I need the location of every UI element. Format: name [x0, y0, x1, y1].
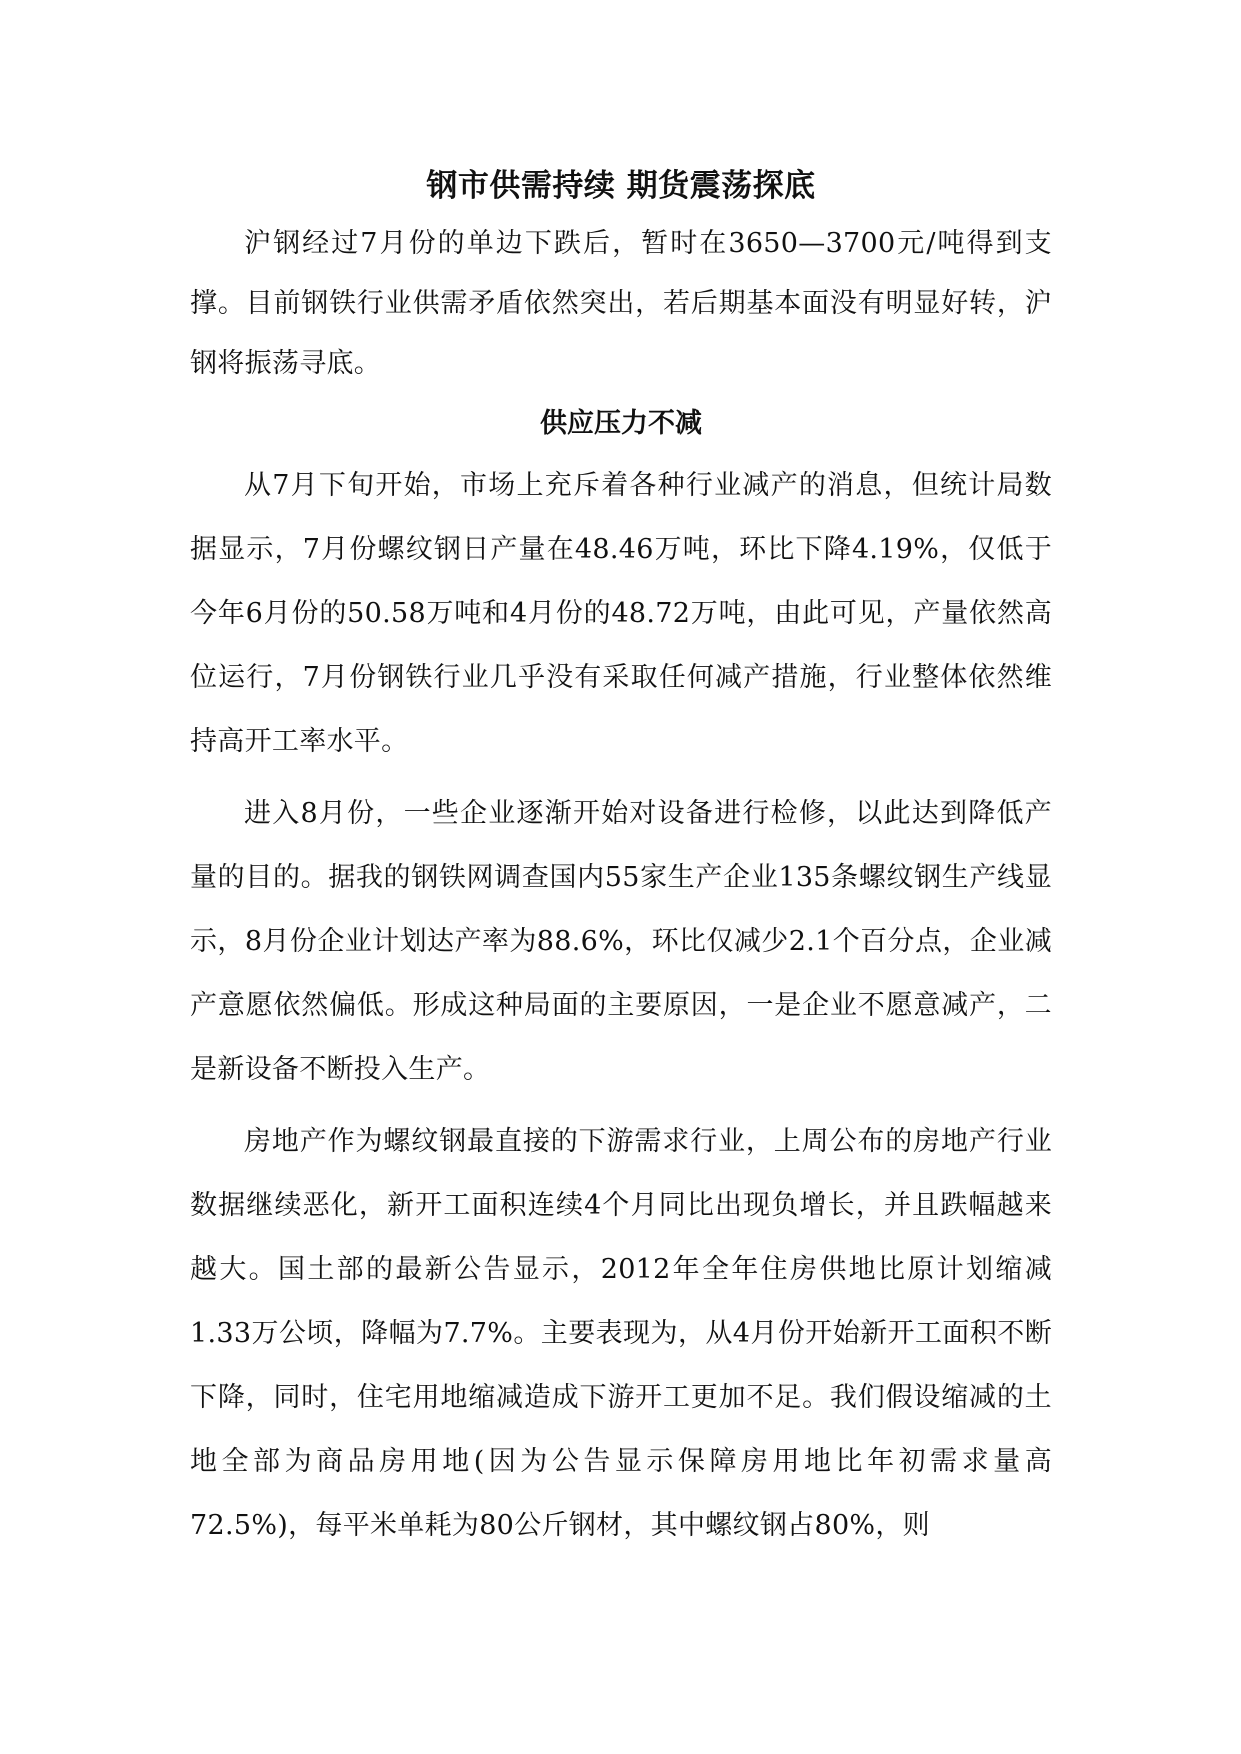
document-title: 钢市供需持续 期货震荡探底: [426, 168, 816, 204]
paragraph-gap: [190, 1102, 1052, 1110]
intro-paragraph: 沪钢经过7月份的单边下跌后，暂时在3650—3700元/吨得到支撑。目前钢铁行业供需矛盾依然突出，若后期基本面没有明显好转，沪钢将振荡寻底。: [190, 228, 1052, 379]
section-heading: 供应压力不减: [540, 408, 702, 439]
body-paragraph-2: 进入8月份，一些企业逐渐开始对设备进行检修，以此达到降低产量的目的。据我的钢铁网调查国内55家生产企业135条螺纹钢生产线显示，8月份企业计划达产率为88.6%，环比仅减少2.1个百分点，企业减产意愿依然偏低。形成这种局面的主要原因，一是企业不愿意减产，二是新设备不断投入生产。: [190, 798, 1052, 1085]
document-body: [190, 158, 1052, 1558]
body-paragraph-1: 从7月下旬开始，市场上充斥着各种行业减产的消息，但统计局数据显示，7月份螺纹钢日产量在48.46万吨，环比下降4.19%，仅低于今年6月份的50.58万吨和4月份的48.72万吨，由此可见，产量依然高位运行，7月份钢铁行业几乎没有采取任何减产措施，行业整体依然维持高开工率水平。: [190, 470, 1052, 757]
paragraph-gap: [190, 774, 1052, 782]
body-paragraph-3: 房地产作为螺纹钢最直接的下游需求行业，上周公布的房地产行业数据继续恶化，新开工面积连续4个月同比出现负增长，并且跌幅越来越大。国土部的最新公告显示，2012年全年住房供地比原计划缩减1.33万公顷，降幅为7.7%。主要表现为，从4月份开始新开工面积不断下降，同时，住宅用地缩减造成下游开工更加不足。我们假设缩减的土地全部为商品房用地(因为公告显示保障房用地比年初需求量高72.5%)，每平米单耗为80公斤钢材，其中螺纹钢占80%，则: [190, 1126, 1052, 1541]
